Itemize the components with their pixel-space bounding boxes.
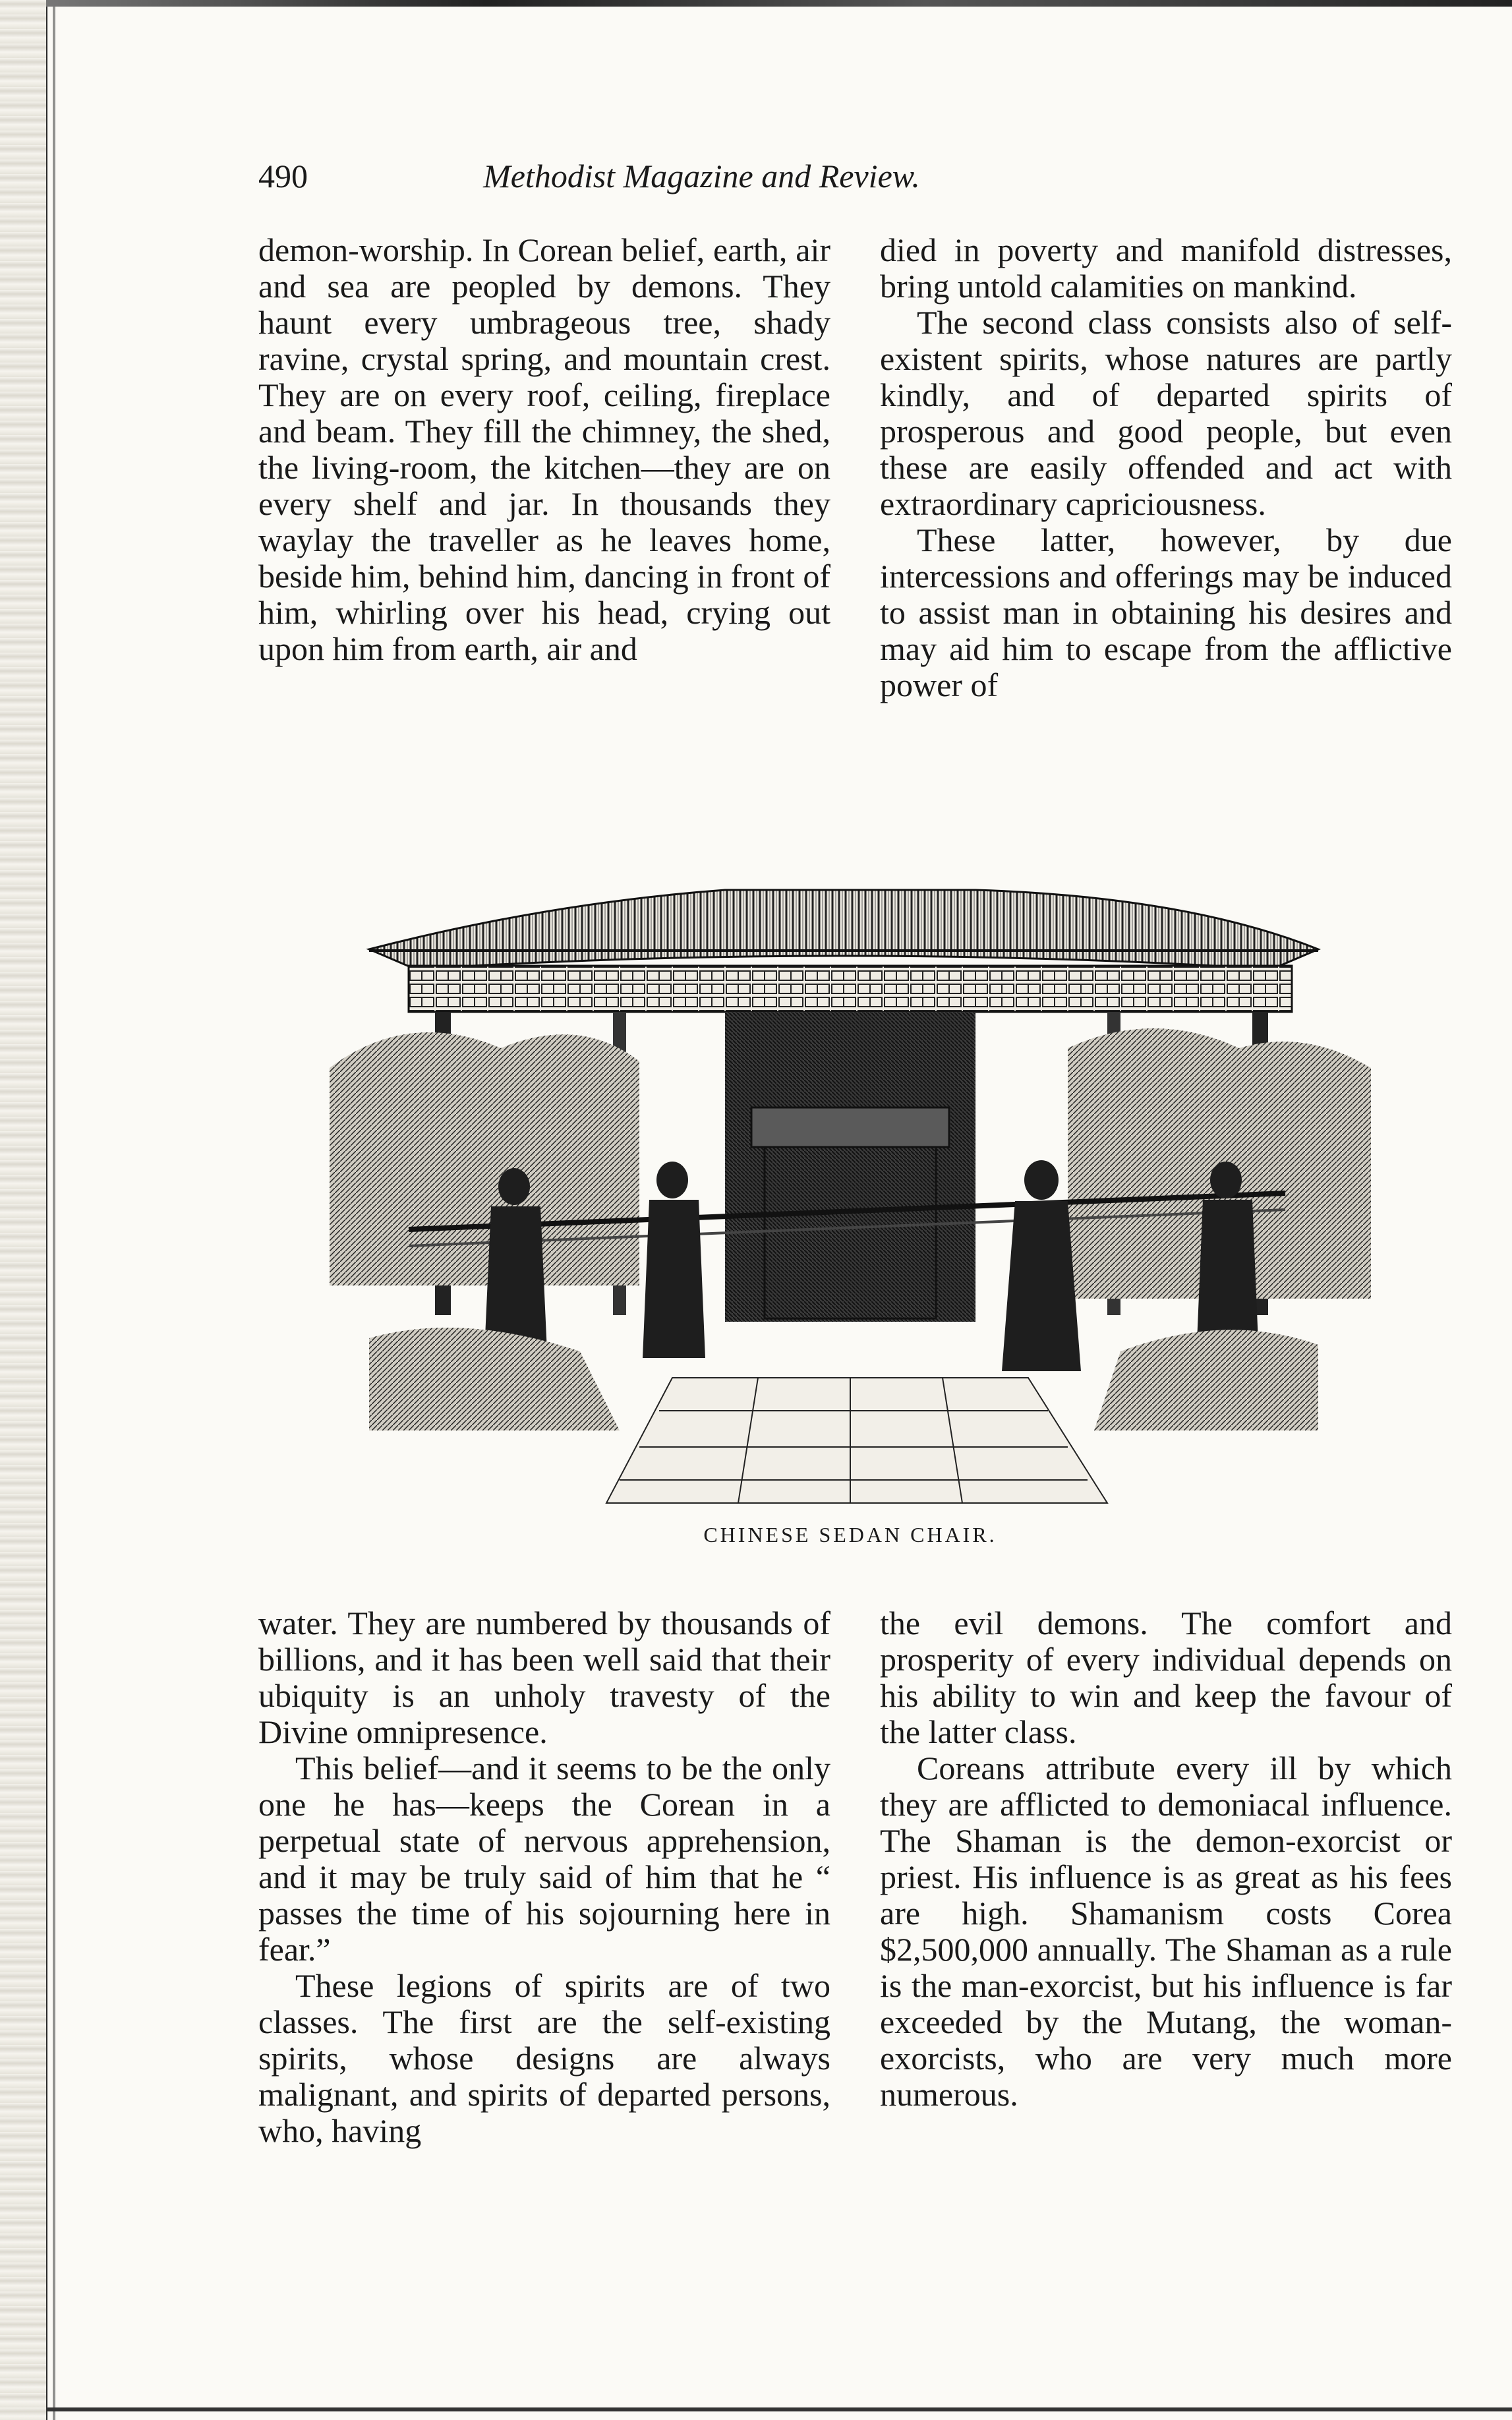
paragraph: These legions of spirits are of two classes. The first are the self-existing spirits, whose designs are always malignant, and spirits of departed persons, who, having <box>258 1967 830 2149</box>
running-head: Methodist Magazine and Review. <box>483 158 920 194</box>
column-top-left <box>258 232 830 667</box>
page-header <box>258 153 1145 199</box>
paragraph: the evil demons. The comfort and prosperity of every individual depends on his ability to win and keep the favour of the latter class. <box>880 1605 1452 1750</box>
column-bottom-right <box>880 1605 1452 2113</box>
paragraph: died in poverty and manifold distresses, bring untold calamities on mankind. <box>880 231 1452 305</box>
page-number: 490 <box>258 158 308 194</box>
top-border <box>46 0 1512 7</box>
column-bottom-left <box>258 1605 830 2149</box>
paragraph: Coreans attribute every ill by which they are afflicted to demoniacal influence. The Shaman is the demon-exorcist or priest. His influence is as great as his fees are high. Shamanism costs Corea $2,500,000 annually. The Shaman as a rule is the man-exorcist, but his influence is far exceeded by the Mutang, the woman-exorcists, who are very much more numerous. <box>880 1750 1452 2113</box>
paragraph: demon-worship. In Corean belief, earth, air and sea are peopled by demons. They haunt every umbrageous tree, shady ravine, crystal spring, and mountain crest. They are on every roof, ceiling, fireplace and beam. They fill the chimney, the shed, the living-room, the kitchen—they are on every shelf and jar. In thousands they waylay the traveller as he leaves home, beside him, behind him, dancing in front of him, whirling over his head, crying out upon him from earth, air and <box>258 231 830 667</box>
paragraph: This belief—and it seems to be the only one he has—keeps the Corean in a perpetual state of nervous apprehension, and it may be truly said of him that he “ passes the time of his sojourning here in fear.” <box>258 1750 830 1968</box>
paragraph: These latter, however, by due intercessions and offerings may be induced to assist man in obtaining his desires and may aid him to escape from the afflictive power of <box>880 521 1452 703</box>
paragraph: water. They are numbered by thousands of billions, and it has been well said that their ubiquity is an unholy travesty of the Divine omnipresence. <box>258 1605 830 1750</box>
figure-caption: CHINESE SEDAN CHAIR. <box>703 1523 997 1547</box>
sedan-chair-illustration <box>330 850 1371 1510</box>
bottom-border <box>46 2407 1512 2411</box>
page-binding-edge <box>0 0 47 2420</box>
paragraph: The second class consists also of self-existent spirits, whose natures are partly kindly, and of departed spirits of prosperous and good people, but even these are easily offended and act with extraordinary capriciousness. <box>880 304 1452 522</box>
column-top-right <box>880 232 1452 703</box>
